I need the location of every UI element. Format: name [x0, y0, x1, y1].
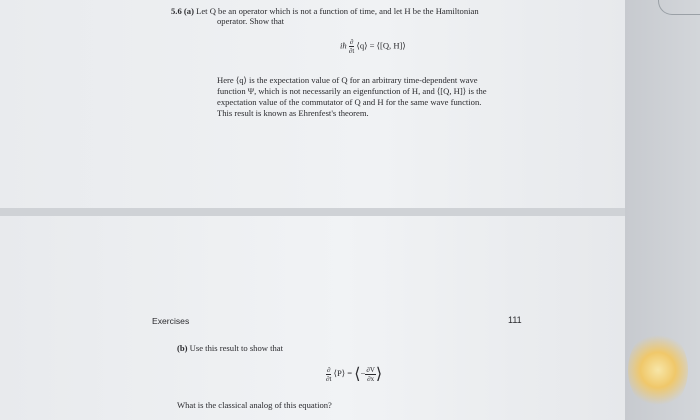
eq2-inner-sign: −: [360, 367, 366, 378]
eq1-frac-num: ∂: [349, 38, 354, 46]
right-angle-icon: ⟩: [375, 366, 383, 383]
eq2-fraction: [326, 366, 331, 383]
page-number: 111: [508, 315, 522, 325]
part-b-text: Use this result to show that: [189, 343, 284, 353]
problem-line-1: Let Q be an operator which is not a function of time, and let H be the Hamiltonian: [196, 6, 479, 16]
bottom-page: [0, 216, 625, 420]
part-b-label: (b): [177, 343, 188, 353]
eq2-inner-den: ∂x: [367, 374, 375, 383]
eq1-lhs: iħ: [340, 40, 347, 51]
part-b-question: What is the classical analog of this equation?: [177, 400, 332, 410]
paragraph-line-4: This result is known as Ehrenfest's theorem.: [217, 108, 369, 118]
eq2-inner-num: ∂V: [366, 365, 375, 374]
eq2-frac-den: ∂t: [326, 374, 332, 383]
paragraph-line-2: function Ψ, which is not necessarily an eigenfunction of H, and ⟨[Q, H]⟩ is the: [217, 86, 487, 96]
eq2-inner-fraction: [365, 366, 376, 383]
light-glare: [628, 330, 688, 410]
eq1-fraction: [349, 38, 354, 55]
problem-line-2: operator. Show that: [217, 16, 285, 26]
eq2-mid: ⟨P⟩ =: [333, 367, 353, 378]
problem-number: 5.6: [171, 6, 182, 16]
eq1-frac-den: ∂t: [348, 47, 355, 55]
part-b-intro: [177, 343, 283, 354]
paragraph-line-1: Here ⟨q⟩ is the expectation value of Q for an arbitrary time-dependent wave: [217, 75, 478, 85]
paragraph-line-3: expectation value of the commutator of Q and H for the same wave function.: [217, 97, 482, 107]
section-label: Exercises: [152, 316, 190, 326]
part-a-label: (a): [183, 6, 194, 16]
equation-part-b: [326, 364, 382, 384]
eq1-rest: ⟨q⟩ = ⟨[Q, H]⟩: [356, 40, 406, 51]
equation-ehrenfest: [340, 38, 406, 55]
page-curl-icon: [658, 0, 700, 15]
left-angle-icon: ⟨: [354, 366, 361, 383]
eq2-frac-num: ∂: [327, 365, 331, 374]
